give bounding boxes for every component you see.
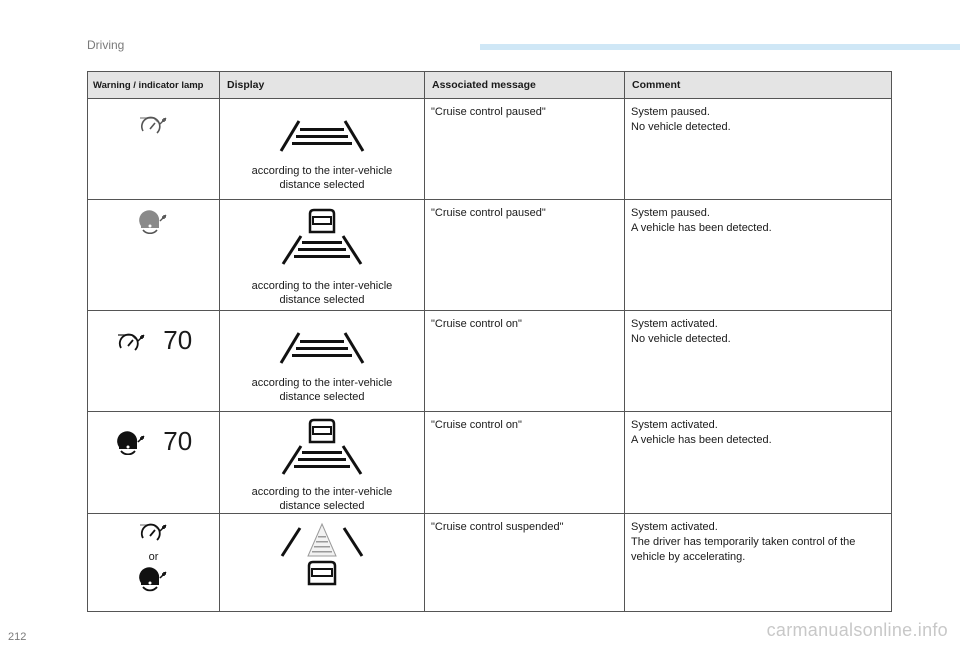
cruise-control-vehicle-filled-icon bbox=[137, 580, 171, 597]
section-title: Driving bbox=[87, 38, 125, 52]
display-cell bbox=[220, 311, 425, 412]
comment-cell bbox=[625, 412, 892, 514]
message-cell: "Cruise control on" bbox=[425, 412, 625, 514]
column-header-lamp: Warning / indicator lamp bbox=[88, 72, 220, 99]
page-number: 212 bbox=[8, 631, 27, 643]
column-header-message: Associated message bbox=[425, 72, 625, 99]
message-cell: "Cruise control paused" bbox=[425, 99, 625, 200]
warning-lamp-table bbox=[87, 71, 892, 612]
lamp-cell bbox=[88, 412, 220, 514]
cruise-control-vehicle-filled-icon bbox=[115, 433, 153, 450]
display-cell bbox=[220, 200, 425, 311]
comment-line: A vehicle has been detected. bbox=[631, 434, 772, 446]
road-suspended-vehicle-icon bbox=[272, 575, 372, 592]
comment-line: vehicle by accelerating. bbox=[631, 551, 746, 563]
watermark: carmanualsonline.info bbox=[766, 620, 948, 640]
table-row bbox=[88, 311, 892, 412]
table-header-row bbox=[88, 72, 892, 99]
comment-line: No vehicle detected. bbox=[631, 121, 731, 133]
set-speed-value: 70 bbox=[163, 426, 193, 456]
lamp-cell bbox=[88, 99, 220, 200]
comment-line: System activated. bbox=[631, 419, 718, 431]
display-cell bbox=[220, 99, 425, 200]
or-label: or bbox=[148, 551, 159, 563]
comment-line: System paused. bbox=[631, 207, 710, 219]
road-lanes-icon bbox=[277, 352, 367, 369]
road-lanes-vehicle-icon bbox=[277, 253, 367, 270]
cruise-control-outline-icon bbox=[137, 124, 171, 141]
display-caption: according to the inter-vehicle distance selected bbox=[251, 280, 393, 306]
display-caption: according to the inter-vehicle distance selected bbox=[251, 165, 393, 191]
column-header-comment: Comment bbox=[625, 72, 892, 99]
cruise-control-outline-icon bbox=[115, 332, 153, 349]
message-cell: "Cruise control on" bbox=[425, 311, 625, 412]
comment-cell bbox=[625, 200, 892, 311]
message-cell: "Cruise control suspended" bbox=[425, 514, 625, 612]
table-row bbox=[88, 99, 892, 200]
comment-cell bbox=[625, 514, 892, 612]
comment-cell bbox=[625, 311, 892, 412]
lamp-cell bbox=[88, 311, 220, 412]
comment-line: System paused. bbox=[631, 106, 710, 118]
comment-line: System activated. bbox=[631, 318, 718, 330]
display-cell bbox=[220, 412, 425, 514]
comment-line: The driver has temporarily taken control of the bbox=[631, 536, 856, 548]
table-row bbox=[88, 412, 892, 514]
comment-line: A vehicle has been detected. bbox=[631, 222, 772, 234]
message-cell: "Cruise control paused" bbox=[425, 200, 625, 311]
cruise-control-outline-icon bbox=[137, 531, 171, 548]
display-caption: according to the inter-vehicle distance selected bbox=[251, 377, 393, 403]
road-lanes-icon bbox=[277, 140, 367, 157]
comment-line: No vehicle detected. bbox=[631, 333, 731, 345]
column-header-display: Display bbox=[220, 72, 425, 99]
road-lanes-vehicle-icon bbox=[277, 463, 367, 480]
display-caption: according to the inter-vehicle distance selected bbox=[251, 486, 393, 512]
cruise-control-vehicle-filled-icon bbox=[137, 221, 171, 238]
comment-line: System activated. bbox=[631, 521, 718, 533]
display-cell bbox=[220, 514, 425, 612]
section-bar bbox=[480, 44, 960, 50]
comment-cell bbox=[625, 99, 892, 200]
lamp-cell bbox=[88, 514, 220, 612]
set-speed-value: 70 bbox=[163, 325, 193, 355]
table-row bbox=[88, 514, 892, 612]
table-row bbox=[88, 200, 892, 311]
lamp-cell bbox=[88, 200, 220, 311]
